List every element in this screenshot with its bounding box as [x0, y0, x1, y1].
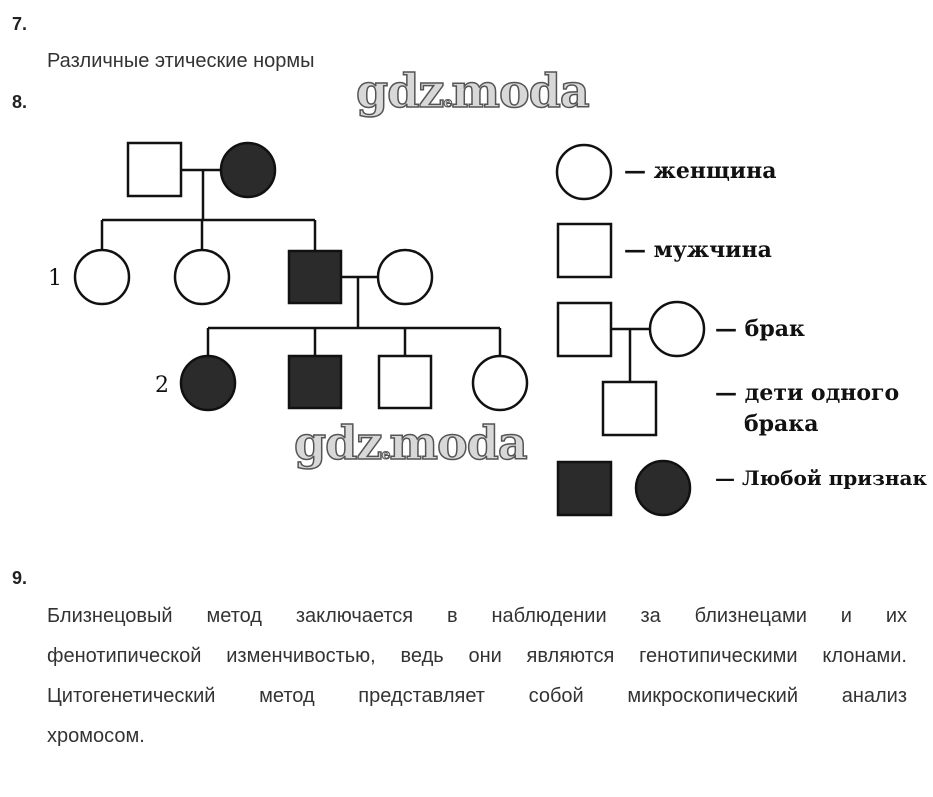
legend-marriage-label: — брак — [715, 316, 805, 342]
generation-label-1: 1 — [48, 266, 62, 291]
gen2-spouse-symbol — [378, 250, 432, 304]
legend-marriage-woman-symbol — [650, 302, 704, 356]
legend-children-label-line2: брака — [744, 411, 819, 437]
question-7-number: 7. — [12, 14, 28, 34]
answer-line-3: Цитогенетический метод представляет собой микроскопический анализ — [47, 685, 907, 707]
legend-marriage-man-symbol — [558, 303, 611, 356]
answer-line-4: хромосом. — [47, 725, 145, 747]
legend-trait-label: — Любой признак — [715, 466, 927, 490]
watermark-middle: gdzemoda — [294, 416, 527, 470]
legend-woman-symbol — [557, 145, 611, 199]
legend-trait-square — [558, 462, 611, 515]
legend-children-label-line1: — дети одного — [715, 380, 900, 406]
gen3-daughter-symbol — [473, 356, 527, 410]
legend-trait-circle — [636, 461, 690, 515]
gen2-daughter2-symbol — [175, 250, 229, 304]
legend-man-label: — мужчина — [624, 237, 772, 263]
gen1-father-symbol — [128, 143, 181, 196]
answer-line-2: фенотипической изменчивостью, ведь они являются генотипическими клонами. — [47, 645, 907, 667]
gen3-son-symbol — [379, 356, 431, 408]
question-9-answer — [47, 596, 907, 756]
watermark-top: gdzemoda — [356, 64, 589, 118]
question-7-answer: Различные этические нормы — [47, 50, 315, 72]
gen3-daughter-affected-symbol — [181, 356, 235, 410]
answer-line-1: Близнецовый метод заключается в наблюдении за близнецами и их — [47, 605, 907, 627]
legend-woman-label: — женщина — [624, 158, 777, 184]
legend-child-symbol — [603, 382, 656, 435]
question-9-number: 9. — [12, 568, 28, 588]
legend-man-symbol — [558, 224, 611, 277]
gen2-son-affected-symbol — [289, 251, 341, 303]
gen1-mother-affected-symbol — [221, 143, 275, 197]
generation-label-2: 2 — [155, 373, 169, 398]
gen2-daughter1-symbol — [75, 250, 129, 304]
gen3-son-affected-symbol — [289, 356, 341, 408]
question-8-number: 8. — [12, 92, 28, 112]
